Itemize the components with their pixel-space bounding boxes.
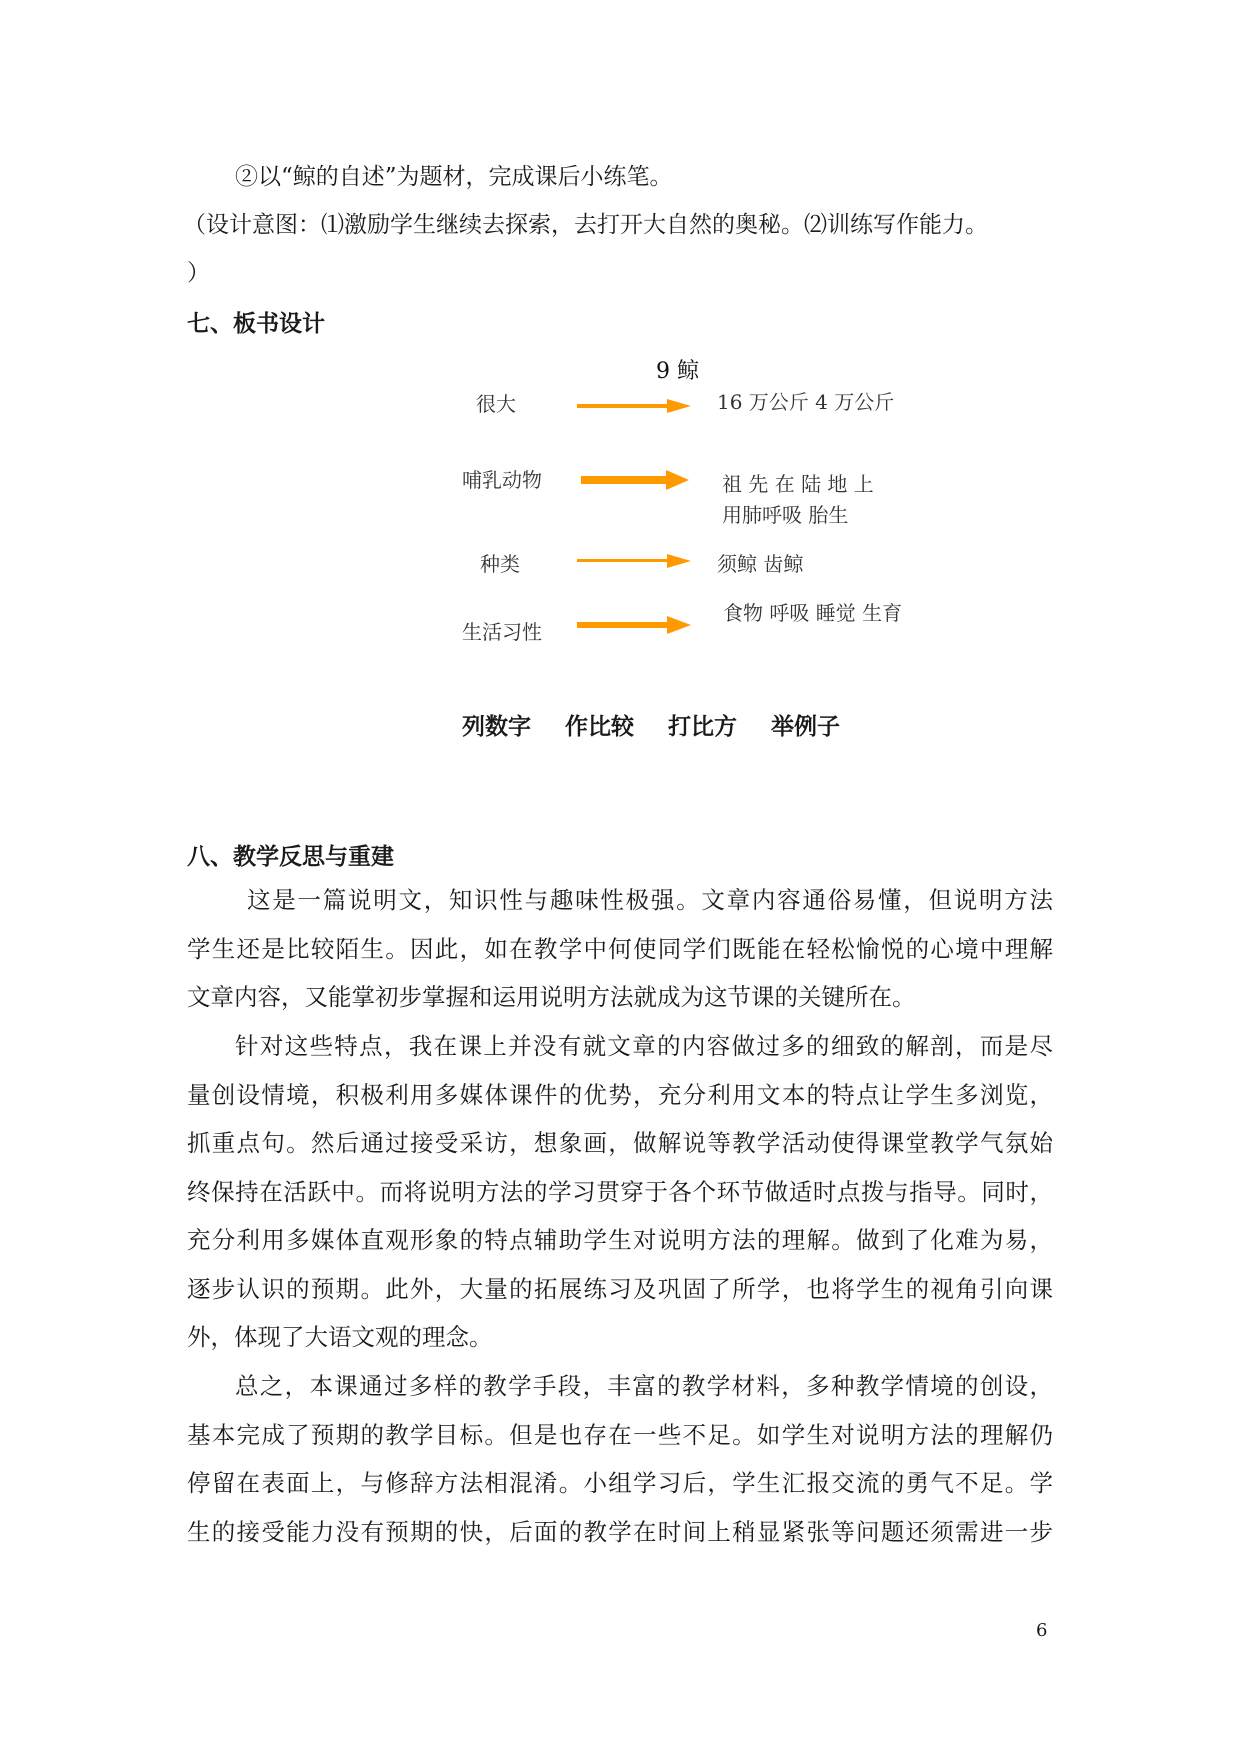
board-content-mammal-1: 祖 先 在 陆 地 上 (722, 472, 874, 496)
reflection-paragraph-1 (187, 876, 1053, 1022)
board-title: 9 鲸 (656, 359, 699, 384)
board-content-size: 16 万公斤 4 万公斤 (717, 390, 895, 414)
arrow-icon (581, 470, 691, 490)
text-line: 针对这些特点，我在课上并没有就文章的内容做过多的细致的解剖，而是尽 (235, 1032, 1053, 1060)
board-label-habits: 生活习性 (462, 620, 542, 644)
text-line: 量创设情境，积极利用多媒体课件的优势，充分利用文本的特点让学生多浏览， (187, 1080, 1053, 1109)
method-item: 举例子 (771, 714, 840, 740)
text-line: 这是一篇说明文，知识性与趣味性极强。文章内容通俗易懂，但说明方法 (247, 886, 1053, 914)
reflection-paragraph-2 (187, 1022, 1053, 1362)
board-content-species: 须鲸 齿鲸 (717, 552, 804, 576)
section-7-heading: 七、板书设计 (187, 311, 325, 337)
arrow-icon (577, 616, 692, 634)
text-line: 充分利用多媒体直观形象的特点辅助学生对说明方法的理解。做到了化难为易， (187, 1226, 1053, 1254)
design-intent-text: （设计意图：⑴激励学生继续去探索，去打开大自然的奥秘。⑵训练写作能力。 (183, 212, 988, 238)
board-label-mammal: 哺乳动物 (462, 468, 542, 492)
exercise-item-2: ②以“鲸的自述”为题材，完成课后小练笔。 (235, 164, 673, 190)
method-item: 列数字 (462, 714, 531, 740)
text-line: 学生还是比较陌生。因此，如在教学中何使同学们既能在轻松愉悦的心境中理解 (187, 934, 1053, 963)
method-item: 作比较 (565, 714, 634, 740)
board-content-mammal-2: 用肺呼吸 胎生 (722, 503, 849, 527)
text-line: 生的接受能力没有预期的快，后面的教学在时间上稍显紧张等问题还须需进一步 (187, 1517, 1053, 1546)
text-line: 逐步认识的预期。此外，大量的拓展练习及巩固了所学，也将学生的视角引向课 (187, 1274, 1053, 1303)
design-intent-close: ） (187, 260, 210, 286)
board-label-size: 很大 (476, 392, 516, 416)
section-8-heading: 八、教学反思与重建 (187, 844, 394, 870)
text-line: 抓重点句。然后通过接受采访，想象画，做解说等教学活动使得课堂教学气氛始 (187, 1129, 1053, 1157)
text-line: 终保持在活跃中。而将说明方法的学习贯穿于各个环节做适时点拨与指导。同时， (187, 1177, 1053, 1206)
arrow-icon (577, 553, 692, 569)
text-line: 文章内容，又能掌初步掌握和运用说明方法就成为这节课的关键所在。 (187, 983, 916, 1011)
explanation-methods (462, 708, 874, 741)
text-line: 基本完成了预期的教学目标。但是也存在一些不足。如学生对说明方法的理解仍 (187, 1420, 1053, 1449)
page-number: 6 (1036, 1620, 1048, 1641)
board-content-habits: 食物 呼吸 睡觉 生育 (723, 601, 903, 625)
reflection-paragraph-3 (187, 1362, 1053, 1556)
method-item: 打比方 (668, 714, 737, 740)
text-line: 总之，本课通过多样的教学手段，丰富的教学材料，多种教学情境的创设， (235, 1372, 1053, 1400)
board-label-species: 种类 (480, 552, 520, 576)
text-line: 外，体现了大语文观的理念。 (187, 1323, 493, 1351)
text-line: 停留在表面上，与修辞方法相混淆。小组学习后，学生汇报交流的勇气不足。学 (187, 1469, 1053, 1497)
arrow-icon (577, 398, 692, 414)
